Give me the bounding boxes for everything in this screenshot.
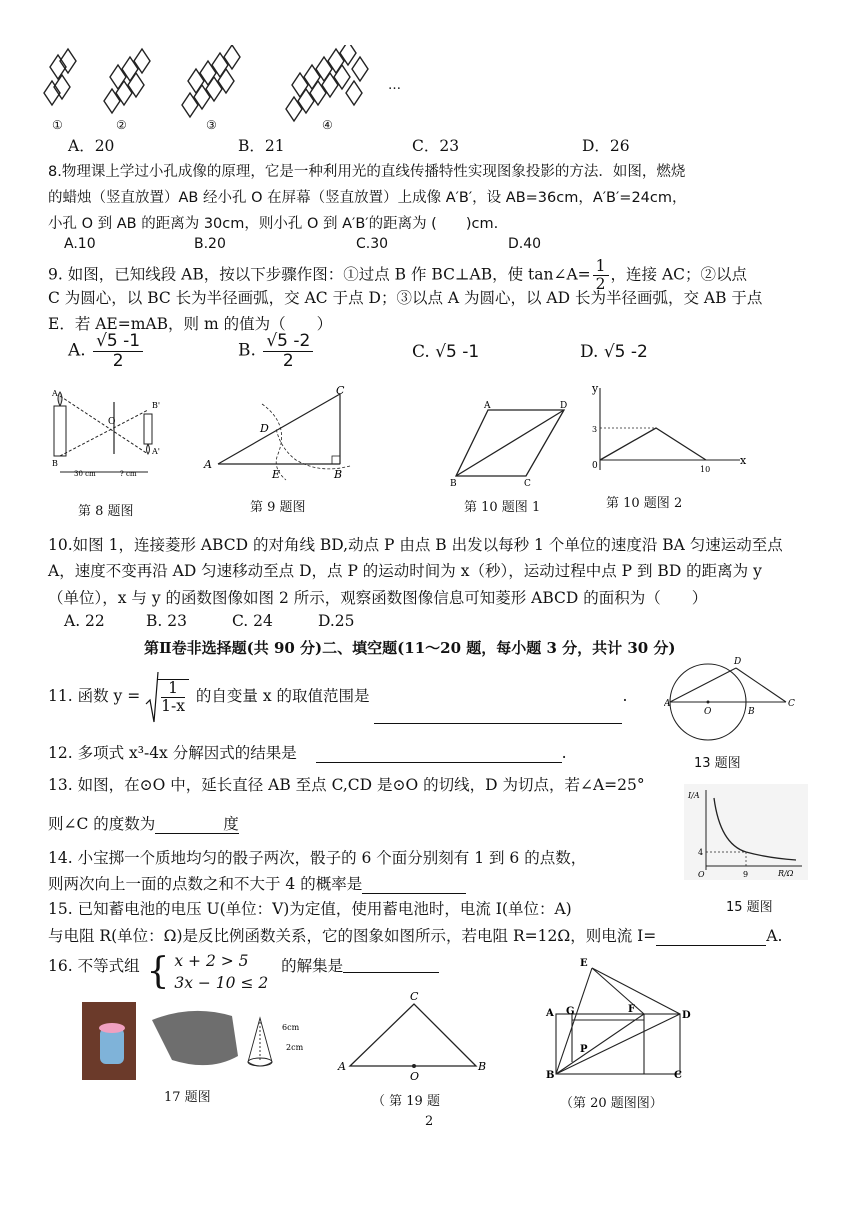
fig13-caption: 13 题图 — [694, 756, 741, 771]
q9-line-2: C 为圆心，以 BC 长为半径画弧，交 AC 于点 D；③以点 A 为圆心，以 AD 长为半径画弧，交 AB 于点 — [48, 289, 763, 307]
q14-line-2 — [48, 872, 466, 894]
q13-line-2a: 则∠C 的度数为 — [48, 815, 156, 833]
fig15-inverse-proportion-graph — [684, 784, 808, 880]
fig19-triangle-diagram — [336, 990, 496, 1082]
q8-line-3: 小孔 O 到 AB 的距离为 30cm，则小孔 O 到 A′B′的距离为 ( )cm. — [48, 216, 499, 232]
q9-frac-num: 1 — [593, 258, 609, 276]
fig20-caption: （第 20 题图图） — [560, 1096, 663, 1111]
fig20-label-A: A — [546, 1008, 554, 1019]
q11-num: 1 — [161, 680, 185, 698]
fig10-2-caption: 第 10 题图 2 — [606, 496, 683, 511]
q11-answer-blank[interactable] — [374, 723, 622, 724]
q9-choice-a-den: 2 — [112, 350, 124, 371]
fig8-label-O: O — [108, 417, 116, 427]
q11-end: . — [622, 687, 628, 705]
q14-line-1: 14. 小宝掷一个质地均匀的骰子两次，骰子的 6 个面分别刻有 1 到 6 的点数， — [48, 849, 587, 867]
fig17-caption: 17 题图 — [164, 1090, 211, 1105]
q10-choice-c: C. 24 — [232, 612, 273, 630]
fig19-label-O: O — [410, 1070, 420, 1082]
q7-pattern-label-4: ④ — [322, 118, 333, 132]
fig9-caption: 第 9 题图 — [250, 500, 306, 515]
q8-line-1: 8.物理课上学过小孔成像的原理，它是一种利用光的直线传播特性实现图象投影的方法．如图，燃烧 — [48, 164, 686, 180]
q8-choice-a: A.10 — [64, 236, 96, 252]
q13-answer-blank[interactable] — [155, 833, 223, 834]
q11-den: 1-x — [161, 697, 185, 715]
q9-choice-b-den: 2 — [282, 350, 294, 371]
fig19-label-B: B — [478, 1060, 487, 1073]
q9-choice-b-fraction — [263, 332, 313, 370]
fig8-pinhole-diagram — [44, 384, 174, 482]
fig10-1-label-A: A — [484, 401, 491, 411]
q11-pre: 11. 函数 y = — [48, 687, 141, 705]
fig17-label-height: 6cm — [282, 1023, 300, 1032]
q8-choice-c: C.30 — [356, 236, 389, 252]
q9-choice-b — [238, 332, 315, 370]
fig20-square-diagram — [544, 954, 694, 1080]
fig20-label-E: E — [580, 958, 588, 969]
q9-choice-b-label: B. — [238, 340, 256, 361]
q8-line-2: 的蜡烛（竖直放置）AB 经小孔 O 在屏幕（竖直放置）上成像 A′B′，设 AB=36cm，A′B′=24cm， — [48, 190, 687, 206]
fig10-rhombus-diagram — [448, 400, 578, 490]
fig13-label-D: D — [734, 657, 742, 667]
q16-ineq-1: x + 2 > 5 — [174, 952, 249, 970]
q16-brace: { — [146, 951, 170, 992]
q7-choice-a: A．20 — [68, 137, 115, 155]
fig8-caption: 第 8 题图 — [78, 504, 134, 519]
q14-line-2-text: 则两次向上一面的点数之和不大于 4 的概率是 — [48, 875, 363, 893]
fig19-label-C: C — [410, 990, 419, 1003]
fig10-function-graph — [580, 380, 750, 480]
q9-choice-c-label: C. — [412, 342, 430, 362]
fig8-label-B: B — [52, 459, 58, 468]
fig9-label-B: B — [334, 468, 343, 481]
fig17-sector — [152, 1011, 238, 1065]
q9-line-1b: ，连接 AC；②以点 — [610, 265, 748, 284]
fig20-label-G: G — [566, 1006, 575, 1017]
fig10-1-label-C: C — [524, 479, 531, 489]
q13-line-1: 13. 如图，在⊙O 中，延长直径 AB 至点 C,CD 是⊙O 的切线，D 为切点，若∠A=25° — [48, 776, 645, 794]
q14-answer-blank[interactable] — [362, 893, 466, 894]
fig8-label-B1: B' — [152, 401, 161, 410]
fig13-label-B: B — [748, 707, 755, 717]
q15-end: A. — [766, 927, 783, 945]
fig19-caption: （ 第 19 题 — [372, 1094, 440, 1109]
q16-ineq-2: 3x − 10 ≤ 2 — [174, 974, 269, 992]
fig10-2-label-origin: 0 — [592, 461, 598, 471]
q10-line-1: 10.如图 1，连接菱形 ABCD 的对角线 BD,动点 P 由点 B 出发以每秒 1 个单位的速度沿 BA 匀速运动至点 — [48, 536, 783, 554]
fig13-label-C: C — [788, 699, 795, 709]
fig17-photo-cup — [100, 1028, 124, 1064]
q7-pattern-label-1: ① — [52, 118, 63, 132]
fig9-label-A: A — [204, 458, 212, 471]
fig13-center-dot — [707, 701, 710, 704]
q11 — [48, 670, 627, 724]
q7-choice-c: C．23 — [412, 137, 460, 155]
section-2-header: 第Ⅱ卷非选择题(共 90 分)二、填空题(11～20 题，每小题 3 分，共计 30 分) — [144, 639, 676, 657]
fig10-2-label-y: y — [592, 382, 599, 395]
fig10-2-label-3: 3 — [592, 425, 598, 434]
fig13-circle-tangent-diagram — [664, 654, 804, 746]
q12-text: 12. 多项式 x³-4x 分解因式的结果是 — [48, 744, 297, 762]
fig10-2-label-x: x — [740, 454, 747, 467]
fig9-construction-diagram — [200, 384, 380, 482]
fig10-1-caption: 第 10 题图 1 — [464, 500, 541, 515]
fig8-dist-2: ? cm — [120, 470, 137, 478]
fig15-label-4: 4 — [698, 848, 704, 857]
fig20-label-B: B — [546, 1070, 555, 1080]
fig17-label-radius: 2cm — [286, 1043, 304, 1052]
q9-choice-d-text: √5 -2 — [603, 342, 648, 362]
fig19-label-A: A — [338, 1060, 346, 1073]
fig15-label-9: 9 — [743, 870, 749, 879]
fig9-label-C: C — [336, 384, 345, 397]
fig20-label-D: D — [682, 1010, 691, 1021]
q7-pattern-label-2: ② — [116, 118, 127, 132]
fig13-label-O: O — [704, 707, 712, 717]
q9-choice-c-text: √5 -1 — [435, 342, 480, 362]
q8-choice-b: B.20 — [194, 236, 226, 252]
fig15-label-O: O — [698, 870, 705, 879]
fig20-label-C: C — [674, 1070, 682, 1080]
q16-pre: 16. 不等式组 — [48, 957, 140, 975]
fig15-label-R: R/Ω — [778, 869, 794, 878]
q16-answer-blank[interactable] — [343, 950, 439, 973]
q16-post: 的解集是 — [281, 957, 344, 975]
fig20-label-P: P — [580, 1044, 588, 1055]
fig9-label-E: E — [272, 468, 281, 481]
q15-line-2 — [48, 924, 782, 946]
q7-pattern-label-3: ③ — [206, 118, 217, 132]
fig20-label-F: F — [628, 1004, 636, 1015]
page-number: 2 — [425, 1114, 434, 1129]
q12-end: . — [561, 744, 567, 762]
q9-choice-b-num: √5 -2 — [263, 332, 313, 352]
fig15-caption: 15 题图 — [726, 900, 773, 915]
q9-choice-a — [68, 332, 145, 370]
q12 — [48, 741, 567, 763]
q13-line-2 — [48, 812, 239, 834]
fig10-1-label-D: D — [560, 401, 568, 411]
fig13-label-A: A — [664, 699, 671, 709]
q11-post: 的自变量 x 的取值范围是 — [195, 687, 370, 705]
q9-line-1a: 9. 如图，已知线段 AB，按以下步骤作图：①过点 B 作 BC⊥AB，使 tan∠A= — [48, 265, 591, 284]
q11-sqrt — [145, 670, 191, 724]
fig8-label-A1: A' — [152, 447, 160, 456]
q15-line-2-text: 与电阻 R(单位：Ω)是反比例函数关系，它的图象如图所示，若电阻 R=12Ω，则电流 I= — [48, 927, 657, 945]
q11-fraction — [157, 679, 189, 715]
fig17-photo-rim — [99, 1023, 125, 1033]
fig15-label-I: I/A — [688, 791, 700, 800]
q12-answer-blank[interactable] — [316, 762, 562, 763]
q15-answer-blank[interactable] — [656, 945, 766, 946]
q9-choice-d — [580, 342, 648, 362]
q10-choice-d: D.25 — [318, 612, 355, 630]
q7-ellipsis: … — [388, 78, 401, 93]
q15-line-1: 15. 已知蓄电池的电压 U(单位：V)为定值，使用蓄电池时，电流 I(单位：A) — [48, 900, 572, 918]
q8-choice-d: D.40 — [508, 236, 542, 252]
q9-choice-a-num: √5 -1 — [93, 332, 143, 352]
fig8-label-A: A — [52, 389, 58, 398]
fig19-center-dot — [412, 1064, 416, 1068]
fig9-label-D: D — [260, 422, 269, 435]
q7-choice-b: B．21 — [238, 137, 285, 155]
q10-choice-b: B. 23 — [146, 612, 187, 630]
q16-system — [174, 950, 268, 994]
q9-choice-a-label: A. — [68, 340, 86, 361]
q10-line-2: A，速度不变再沿 AD 匀速移动至点 D，点 P 的运动时间为 x（秒），运动过程中点 P 到 BD 的距离为 y — [48, 562, 762, 580]
q10-line-3: （单位），x 与 y 的函数图像如图 2 所示，观察函数图像信息可知菱形 ABCD 的面积为（ ） — [48, 589, 708, 607]
fig17-cone-figure — [82, 1000, 342, 1082]
q9-choice-a-fraction — [93, 332, 143, 370]
q10-choice-a: A. 22 — [64, 612, 105, 630]
q9-line-3: E．若 AE=mAB，则 m 的值为（ ） — [48, 315, 333, 333]
q13-line-2b: 度 — [223, 815, 239, 833]
fig10-2-label-10: 10 — [700, 465, 711, 474]
fig10-1-label-B: B — [450, 479, 457, 489]
q9-choice-c — [412, 342, 479, 362]
q7-choice-d: D．26 — [582, 137, 630, 155]
q9-choice-d-label: D. — [580, 342, 599, 362]
q9-frac-den: 2 — [595, 275, 606, 294]
q7-pattern-figure — [40, 45, 420, 140]
fig8-dist-1: 30 cm — [74, 470, 96, 478]
